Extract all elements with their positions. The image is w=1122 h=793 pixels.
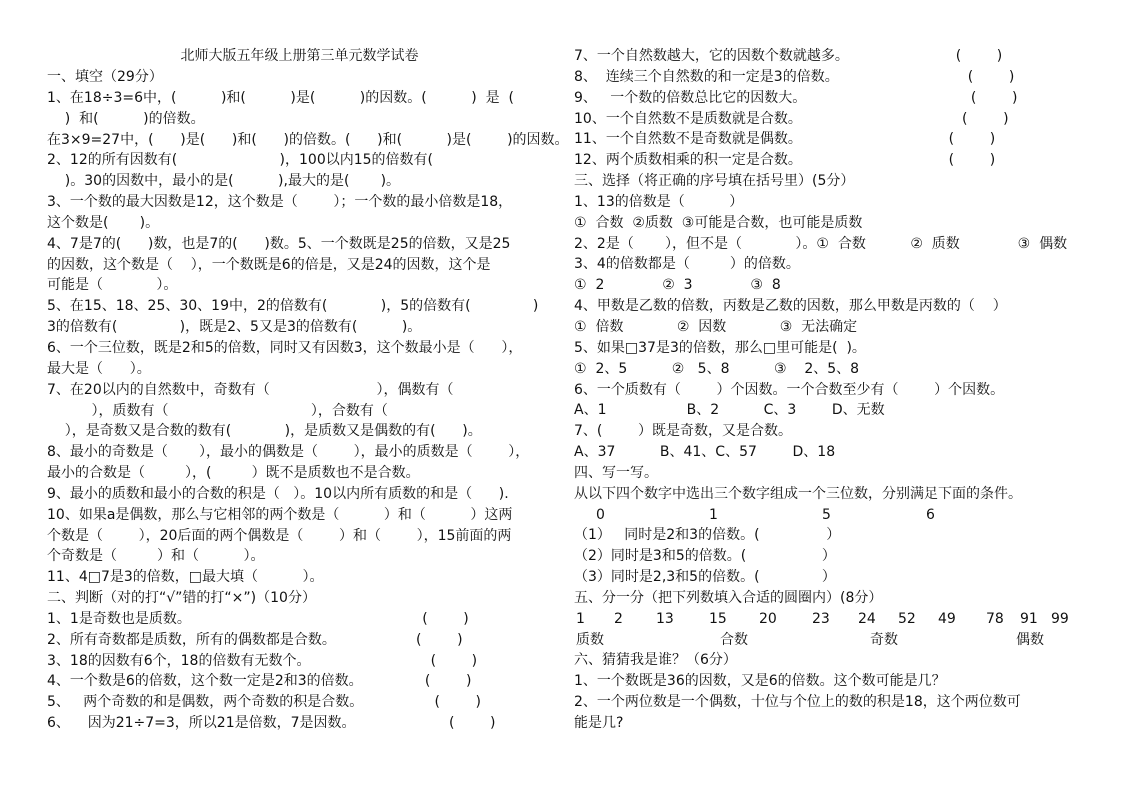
left-text-line: 8、最小的奇数是（ ），最小的偶数是（ ），最小的质数是（ ），	[47, 444, 530, 461]
digit-option: 6	[926, 506, 935, 523]
left-text-line: ) 和( )的倍数。	[47, 110, 205, 127]
left-text-line: 最小的合数是（ ），( ）既不是质数也不是合数。	[47, 465, 420, 482]
category-circles-row	[574, 630, 1082, 651]
number-item: 91	[1020, 610, 1038, 627]
right-text-line: 12、两个质数相乘的积一定是合数。 ( )	[574, 152, 996, 169]
left-text-line: 个数是（ ），20后面的两个偶数是（ ）和（ ），15前面的两	[47, 527, 512, 544]
left-text-line: 这个数是( )。	[47, 214, 160, 231]
right-text-line: 能是几?	[574, 715, 624, 731]
right-text-line: 5、如果□37是3的倍数，那么□里可能是( )。	[574, 339, 866, 356]
page-title: 北师大版五年级上册第三单元数学试卷	[180, 48, 419, 64]
number-item: 49	[938, 610, 956, 627]
left-text-line: 在3×9=27中，( )是( )和( )的倍数。( )和( )是( )的因数。	[47, 131, 569, 148]
number-item: 15	[709, 610, 727, 627]
right-text-line: ① 倍数 ② 因数 ③ 无法确定	[574, 318, 858, 335]
left-text-line: 个奇数是（ ）和（ ）。	[47, 548, 265, 565]
digit-option: 5	[822, 506, 831, 523]
right-text-line: 3、4的倍数都是（ ）的倍数。	[574, 256, 800, 273]
right-text-line: 8、 连续三个自然数的和一定是3的倍数。 ( )	[574, 68, 1015, 85]
left-text-line: 一、填空（29分）	[47, 69, 163, 85]
left-text-line: ），是奇数又是合数的数有( )，是质数又是偶数的有( )。	[47, 423, 482, 440]
right-text-line: 7、一个自然数越大，它的因数个数就越多。 ( )	[574, 48, 1003, 64]
category-label: 合数	[720, 631, 748, 648]
left-text-line: 6、一个三位数，既是2和5的倍数，同时又有因数3，这个数最小是（ ），	[47, 339, 523, 356]
left-text-line: 最大是（ ）。	[47, 360, 151, 377]
left-text-line: 7、在20以内的自然数中，奇数有（ ），偶数有（	[47, 381, 454, 398]
category-label: 质数	[576, 631, 604, 648]
category-label: 偶数	[1016, 631, 1044, 648]
left-text-line: 3、一个数的最大因数是12，这个数是（ ）；一个数的最小倍数是18，	[47, 194, 513, 211]
right-text-line: 11、一个自然数不是奇数就是偶数。 ( )	[574, 131, 996, 148]
left-text-line: 1、1是奇数也是质数。 ( )	[47, 610, 469, 627]
right-text-line: 6、一个质数有（ ）个因数。一个合数至少有（ ）个因数。	[574, 381, 1005, 398]
left-text-line: 5、在15、18、25、30、19中，2的倍数有( )，5的倍数有( )	[47, 298, 539, 315]
right-text-line: A、37 B、41、C、57 D、18	[574, 444, 836, 461]
right-text-line: 六、猜猜我是谁？（6分）	[574, 652, 737, 669]
left-text-line: 3、18的因数有6个，18的倍数有无数个。 ( )	[47, 652, 478, 669]
left-text-line: 可能是（ ）。	[47, 277, 178, 294]
left-text-line: 4、一个数是6的倍数，这个数一定是2和3的倍数。 ( )	[47, 673, 472, 690]
right-text-line: （2）同时是3和5的倍数。( ）	[574, 548, 836, 565]
right-text-line: 五、分一分（把下列数填入合适的圆圈内）(8分）	[574, 589, 883, 606]
number-pool-row	[574, 609, 1082, 630]
left-text-line: 9、最小的质数和最小的合数的积是（ ）。10以内所有质数的和是（ ).	[47, 485, 509, 502]
number-item: 24	[858, 610, 876, 627]
digit-option: 1	[709, 506, 718, 523]
left-text-line: 4、7是7的( )数，也是7的( )数。5、一个数既是25的倍数，又是25	[47, 235, 511, 252]
digit-option: 0	[596, 506, 605, 523]
right-text-line: 1、13的倍数是（ ）	[574, 193, 744, 210]
right-text-line: （1） 同时是2和3的倍数。( ）	[574, 527, 841, 544]
right-text-line: 三、选择（将正确的序号填在括号里）(5分）	[574, 173, 855, 190]
right-text-line: 从以下四个数字中选出三个数字组成一个三位数，分别满足下面的条件。	[574, 485, 1022, 502]
number-item: 78	[986, 610, 1004, 627]
number-item: 2	[614, 610, 623, 627]
right-text-line: 四、写一写。	[574, 464, 658, 481]
left-text-line: 10、如果a是偶数，那么与它相邻的两个数是（ ）和（ ）这两	[47, 506, 513, 523]
number-item: 13	[656, 610, 674, 627]
number-item: 99	[1051, 610, 1069, 627]
left-column	[47, 67, 569, 734]
left-text-line: ），质数有（ ），合数有（	[47, 402, 388, 419]
left-text-line: 的因数，这个数是（ ），一个数既是6的倍是，又是24的因数，这个是	[47, 256, 491, 273]
left-text-line: 2、12的所有因数有( )，100以内15的倍数有(	[47, 152, 433, 169]
right-text-line: 4、甲数是乙数的倍数，丙数是乙数的因数，那么甲数是丙数的（ ）	[574, 298, 1007, 315]
right-text-line: 2、2是（ ），但不是（ ）。① 合数 ② 质数 ③ 偶数	[574, 235, 1068, 252]
right-text-line: 10、一个自然数不是质数就是合数。 ( )	[574, 110, 1009, 127]
left-text-line: 1、在18÷3=6中，( )和( )是( )的因数。( ) 是 (	[47, 89, 514, 106]
right-text-line: 9、 一个数的倍数总比它的因数大。 ( )	[574, 89, 1018, 106]
left-text-line: 2、所有奇数都是质数，所有的偶数都是合数。 ( )	[47, 631, 463, 648]
right-text-line: ① 合数 ②质数 ③可能是合数，也可能是质数	[574, 214, 863, 231]
right-text-line: ① 2、5 ② 5、8 ③ 2、5、8	[574, 360, 860, 377]
right-text-line: A、1 B、2 C、3 D、无数	[574, 402, 885, 419]
right-column	[574, 46, 1082, 734]
right-text-line: ① 2 ② 3 ③ 8	[574, 277, 781, 294]
number-item: 20	[759, 610, 777, 627]
right-text-line: 7、( ）既是奇数，又是合数。	[574, 423, 792, 440]
number-item: 23	[812, 610, 830, 627]
right-text-line: （3）同时是2,3和5的倍数。( ）	[574, 569, 836, 586]
number-item: 52	[898, 610, 916, 627]
left-text-line: 11、4□7是3的倍数，□最大填（ ）。	[47, 569, 324, 586]
right-text-line: 1、一个数既是36的因数，又是6的倍数。这个数可能是几？	[574, 673, 946, 690]
left-text-line: 6、 因为21÷7=3，所以21是倍数，7是因数。 ( )	[47, 715, 496, 732]
right-text-line: 2、一个两位数是一个偶数，十位与个位上的数的积是18，这个两位数可	[574, 694, 1021, 711]
number-item: 1	[576, 610, 585, 627]
left-text-line: )。30的因数中，最小的是( ),最大的是( )。	[47, 173, 401, 190]
category-label: 奇数	[870, 631, 898, 648]
left-text-line: 3的倍数有( )，既是2、5又是3的倍数有( )。	[47, 319, 422, 336]
left-text-line: 5、 两个奇数的和是偶数，两个奇数的积是合数。 ( )	[47, 694, 481, 711]
left-text-line: 二、判断（对的打“√”错的打“×”)（10分）	[47, 590, 316, 607]
digit-options-row	[574, 505, 1082, 526]
